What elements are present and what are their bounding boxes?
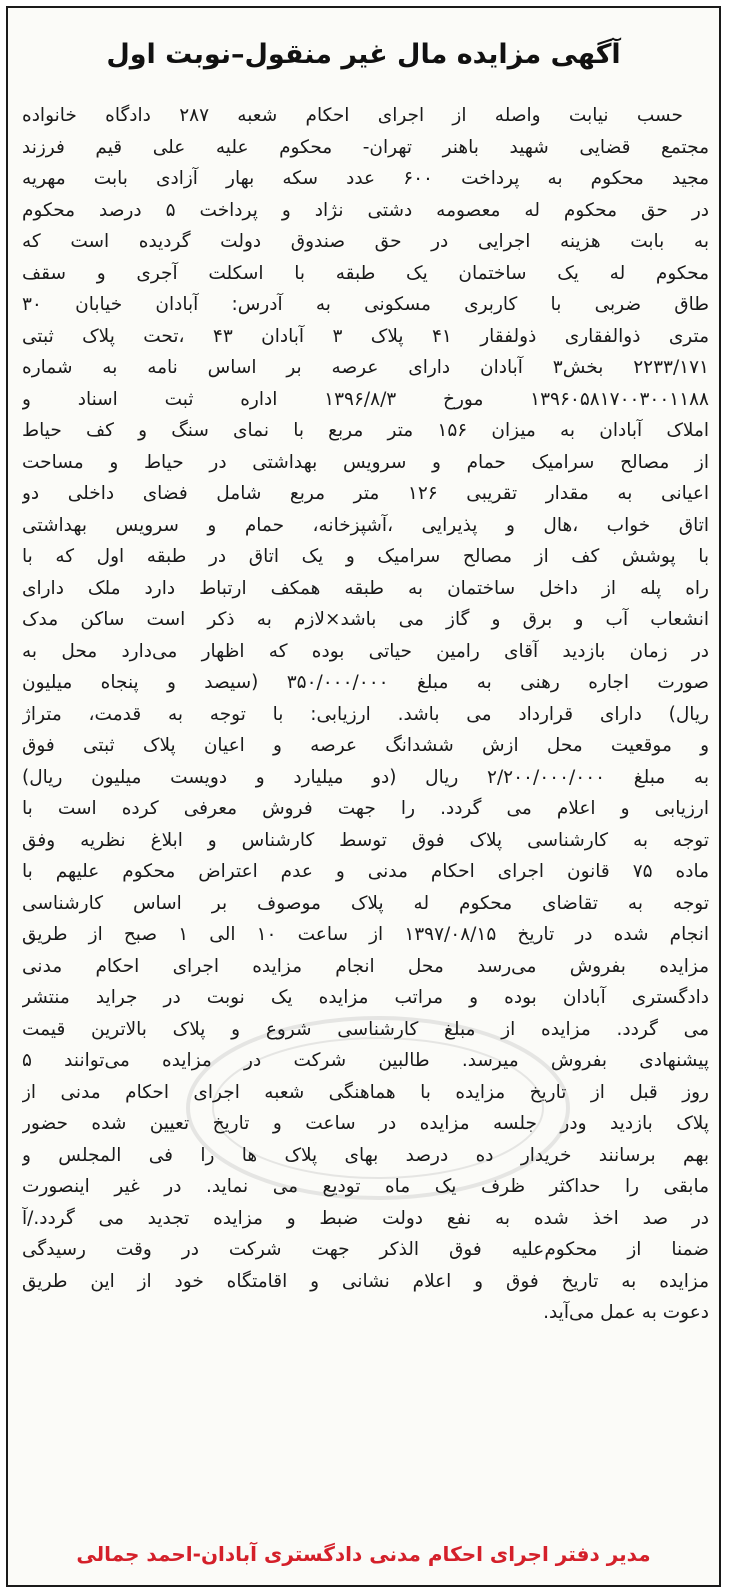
notice-line: ماده ۷۵ قانون اجرای احکام مدنی و عدم اعتراض محکوم علیهم با [22, 861, 709, 882]
notice-line: طاق ضربی با کاربری مسکونی به آدرس: آبادان خیابان ۳۰ [22, 294, 709, 315]
notice-line: محکوم له یک ساختمان یک طبقه با اسکلت آجری و سقف [22, 262, 709, 284]
notice-body [22, 100, 709, 1329]
notice-line: ۲۲۳۳/۱۷۱ بخش۳ آبادان دارای عرصه بر اساس نامه به شماره [22, 357, 709, 378]
notice-line: مجید محکوم به پرداخت ۶۰۰ عدد سکه بهار آزادی بابت مهریه [22, 168, 709, 189]
notice-title: آگهی مزایده مال غیر منقول–نوبت اول [106, 39, 621, 70]
notice-line: مجتمع قضایی شهید باهنر تهران- محکوم علیه علی قیم فرزند [22, 136, 709, 158]
notice-line: با پوشش کف از مصالح سرامیک و یک اتاق در طبقه اول که با [22, 546, 709, 567]
notice-line: دادگستری آبادان بوده و مراتب مزایده یک نوبت در جراید منتشر [22, 987, 709, 1008]
notice-line: روز قبل از تاریخ مزایده با هماهنگی شعبه اجرای احکام مدنی از [22, 1081, 709, 1103]
auction-notice [6, 6, 721, 1587]
notice-line: مزایده بفروش می‌رسد محل انجام مزایده اجرای احکام مدنی [22, 955, 709, 977]
notice-line: می گردد. مزایده از مبلغ کارشناسی شروع و پلاک بالاترین قیمت [22, 1018, 709, 1040]
notice-line: و موقعیت محل ازش ششدانگ عرصه و اعیان پلاک ثبتی فوق [22, 735, 709, 756]
notice-line: بهم برسانند خریدار ده درصد بهای پلاک ها را فی المجلس و [22, 1144, 709, 1166]
notice-line: حسب نیابت واصله از اجرای احکام شعبه ۲۸۷ دادگاه خانواده [22, 105, 683, 126]
notice-line: مزایده به تاریخ فوق و اعلام نشانی و اقامتگاه خود از این طریق [22, 1270, 709, 1292]
notice-line: ریال) دارای قرارداد می باشد. ارزیابی: با توجه به قدمت، متراژ [22, 703, 709, 725]
notice-line: در زمان بازدید آقای رامین حیاتی بوده که اظهار می‌دارد محل به [22, 640, 709, 662]
notice-line: انجام شده در تاریخ ۱۳۹۷/۰۸/۱۵ از ساعت ۱۰ الی ۱ صبح از طریق [22, 924, 709, 945]
notice-line: توجه به تقاضای محکوم له پلاک موصوف بر اساس کارشناسی [22, 892, 709, 914]
notice-line: در حق محکوم له معصومه دشتی نژاد و پرداخت ۵ درصد محکوم [22, 199, 709, 221]
notice-line: ضمنا از محکوم‌علیه فوق الذکر جهت شرکت در وقت رسیدگی [22, 1239, 709, 1260]
notice-line: ۱۳۹۶۰۵۸۱۷۰۰۳۰۰۱۱۸۸ مورخ ۱۳۹۶/۸/۳ اداره ثبت اسناد و [22, 388, 709, 410]
notice-line: صورت اجاره رهنی به مبلغ ۳۵۰/۰۰۰/۰۰۰ (سیصد و پنجاه میلیون [22, 672, 709, 693]
notice-line: پلاک بازدید ودر جلسه مزایده در ساعت و تاریخ تعیین شده حضور [22, 1113, 709, 1134]
notice-line: توجه به کارشناسی پلاک فوق توسط کارشناس و ابلاغ نظریه وفق [22, 829, 709, 851]
notice-line: اتاق خواب ،هال و پذیرایی ،آشپزخانه، حمام و سرویس بهداشتی [22, 514, 709, 536]
notice-line: انشعاب آب و برق و گاز می باشد×لازم به ذکر است ساکن مدک [22, 609, 709, 630]
notice-line: اعیانی به مقدار تقریبی ۱۲۶ متر مربع شامل فضای داخلی دو [22, 483, 709, 504]
notice-signature: مدیر دفتر اجرای احکام مدنی دادگستری آبادان-احمد جمالی [76, 1542, 651, 1566]
notice-line: در صد اخذ شده به نفع دولت ضبط و مزایده تجدید می گردد./آ [22, 1207, 709, 1229]
notice-line: ارزیابی و اعلام می گردد. را جهت فروش معرفی کرده است با [22, 798, 709, 819]
notice-line: راه پله از داخل ساختمان به طبقه همکف ارتباط دارد ملک دارای [22, 577, 709, 599]
notice-line: به مبلغ ۲/۲۰۰/۰۰۰/۰۰۰ ریال (دو میلیارد و دویست میلیون ریال) [22, 766, 709, 788]
notice-line: پیشنهادی بفروش میرسد. طالبین شرکت در مزایده می‌توانند ۵ [22, 1050, 709, 1071]
notice-line: به بابت هزینه اجرایی در حق صندوق دولت گردیده است که [22, 231, 709, 252]
notice-line: دعوت به عمل می‌آید. [543, 1302, 709, 1323]
notice-line: املاک آبادان به میزان ۱۵۶ متر مربع با نمای سنگ و کف حیاط [22, 420, 709, 441]
notice-line: متری ذوالفقاری ذولفقار ۴۱ پلاک ۳ آبادان ۴۳ ،تحت پلاک ثبتی [22, 325, 709, 347]
notice-line: مابقی را حداکثر ظرف یک ماه تودیع می نماید. در غیر اینصورت [22, 1176, 709, 1197]
notice-line: از مصالح سرامیک حمام و سرویس بهداشتی در حیاط و مساحت [22, 451, 709, 473]
